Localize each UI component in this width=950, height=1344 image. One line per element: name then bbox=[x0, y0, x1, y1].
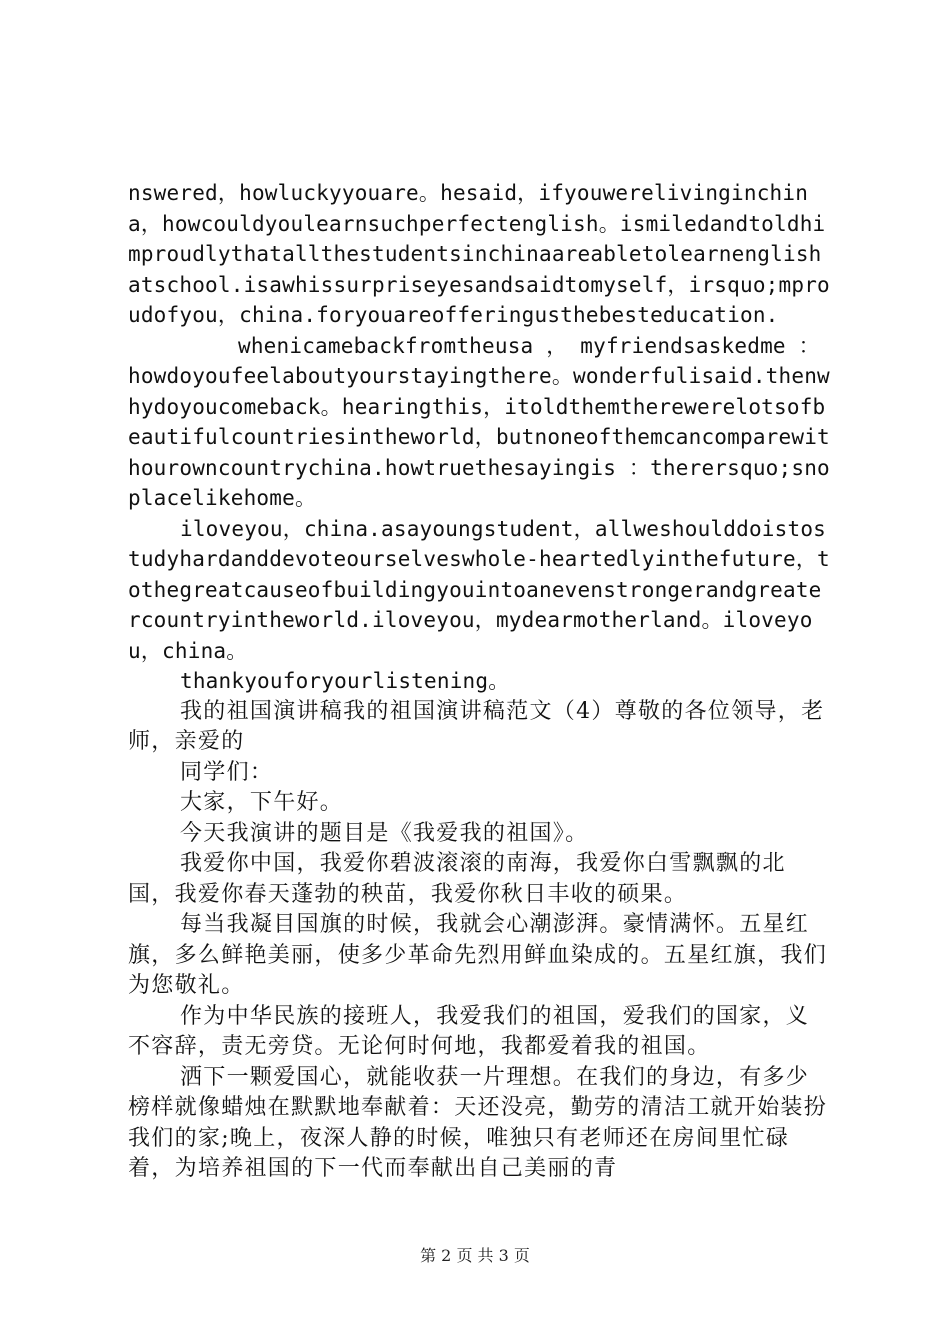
paragraph-11: 作为中华民族的接班人，我爱我们的祖国，爱我们的国家，义不容辞，责无旁贷。无论何时何地，我都爱着我的祖国。 bbox=[128, 1003, 810, 1059]
paragraph-7: 大家，下午好。 bbox=[180, 790, 344, 815]
paragraph-3: iloveyou，china.asayoungstudent，allweshoulddoistostudyhardanddevoteourselveswhole-heartedlyinthefuture，tothegreatcauseofbuildingyouintoanevenstrongerandgreatercountryintheworld.iloveyou，mydearmotherland。iloveyou，china。 bbox=[128, 516, 830, 663]
paragraph-5: 我的祖国演讲稿我的祖国演讲稿范文（4）尊敬的各位领导，老师，亲爱的 bbox=[128, 698, 825, 754]
paragraph-9: 我爱你中国，我爱你碧波滚滚的南海，我爱你白雪飘飘的北国，我爱你春天蓬勃的秧苗，我爱你秋日丰收的硕果。 bbox=[128, 851, 786, 907]
paragraph-1: nswered，howluckyyouare。hesaid，ifyouwerelivinginchina，howcouldyoulearnsuchperfectenglish。ismiledandtoldhimproudlythatallthestudentsinchinaareabletolearnenglishatschool.isawhissurpriseyesandsaidtomyself，irsquo;mproudofyou，china.foryouareofferingusthebesteducation. bbox=[128, 181, 830, 327]
paragraph-12: 洒下一颗爱国心，就能收获一片理想。在我们的身边，有多少榜样就像蜡烛在默默地奉献着：天还没亮，勤劳的清洁工就开始装扮我们的家;晚上，夜深人静的时候，唯独只有老师还在房间里忙碌着，为培养祖国的下一代而奉献出自己美丽的青 bbox=[128, 1064, 828, 1181]
document-body bbox=[128, 178, 832, 1185]
paragraph-6: 同学们： bbox=[180, 759, 274, 785]
page-number-footer: 第 2 页 共 3 页 bbox=[420, 1246, 530, 1265]
paragraph-4: thankyouforyourlistening。 bbox=[180, 669, 510, 693]
paragraph-10: 每当我凝目国旗的时候，我就会心潮澎湃。豪情满怀。五星红旗，多么鲜艳美丽，使多少革命先烈用鲜血染成的。五星红旗，我们为您敬礼。 bbox=[128, 912, 828, 998]
paragraph-2: whenicamebackfromtheusa ， myfriendsaskedme ：howdoyoufeelaboutyourstayingthere。wonderfulisaid.thenwhydoyoucomeback。hearingthis，itoldthemtherewerelotsofbeautifulcountriesintheworld，butnoneofthemcancomparewithourowncountrychina.howtruethesayingis ：therersquo;snoplacelikehome。 bbox=[128, 333, 830, 510]
paragraph-8: 今天我演讲的题目是《我爱我的祖国》。 bbox=[180, 820, 589, 846]
